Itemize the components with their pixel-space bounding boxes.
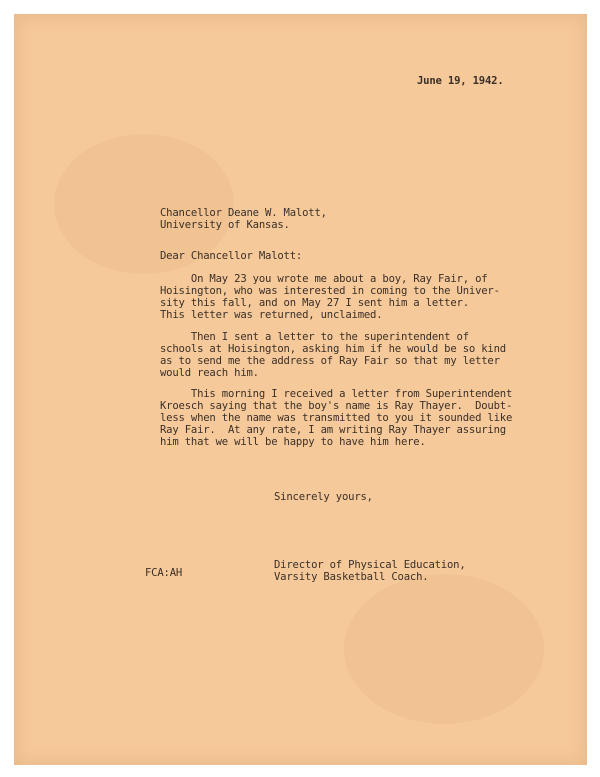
recipient-name: Chancellor Deane W. Malott, <box>160 207 327 219</box>
paragraph-3-line: him that we will be happy to have him here. <box>160 436 426 448</box>
closing: Sincerely yours, <box>274 491 373 503</box>
paragraph-1-line: On May 23 you wrote me about a boy, Ray Fair, of <box>160 273 488 285</box>
paragraph-3-line: Kroesch saying that the boy's name is Ray Thayer. Doubt- <box>160 400 513 412</box>
paragraph-2-line: would reach him. <box>160 367 259 379</box>
signature-title: Varsity Basketball Coach. <box>274 571 429 583</box>
paper-stain <box>344 574 544 724</box>
paragraph-3-line: Ray Fair. At any rate, I am writing Ray Thayer assuring <box>160 424 506 436</box>
paragraph-2-line: schools at Hoisington, asking him if he would be so kind <box>160 343 506 355</box>
paragraph-3-line: This morning I received a letter from Superintendent <box>160 388 513 400</box>
signature-title: Director of Physical Education, <box>274 559 466 571</box>
reference-initials: FCA:AH <box>145 567 183 579</box>
letter-page <box>14 14 587 765</box>
paragraph-1-line: This letter was returned, unclaimed. <box>160 309 383 321</box>
letter-date: June 19, 1942. <box>417 75 504 87</box>
salutation: Dear Chancellor Malott: <box>160 250 303 262</box>
paragraph-3-line: less when the name was transmitted to you it sounded like <box>160 412 513 424</box>
paragraph-1-line: Hoisington, who was interested in coming to the Univer- <box>160 285 500 297</box>
paragraph-2-line: Then I sent a letter to the superintendent of <box>160 331 469 343</box>
paragraph-2-line: as to send me the address of Ray Fair so that my letter <box>160 355 500 367</box>
recipient-institution: University of Kansas. <box>160 219 290 231</box>
paragraph-1-line: sity this fall, and on May 27 I sent him a letter. <box>160 297 469 309</box>
